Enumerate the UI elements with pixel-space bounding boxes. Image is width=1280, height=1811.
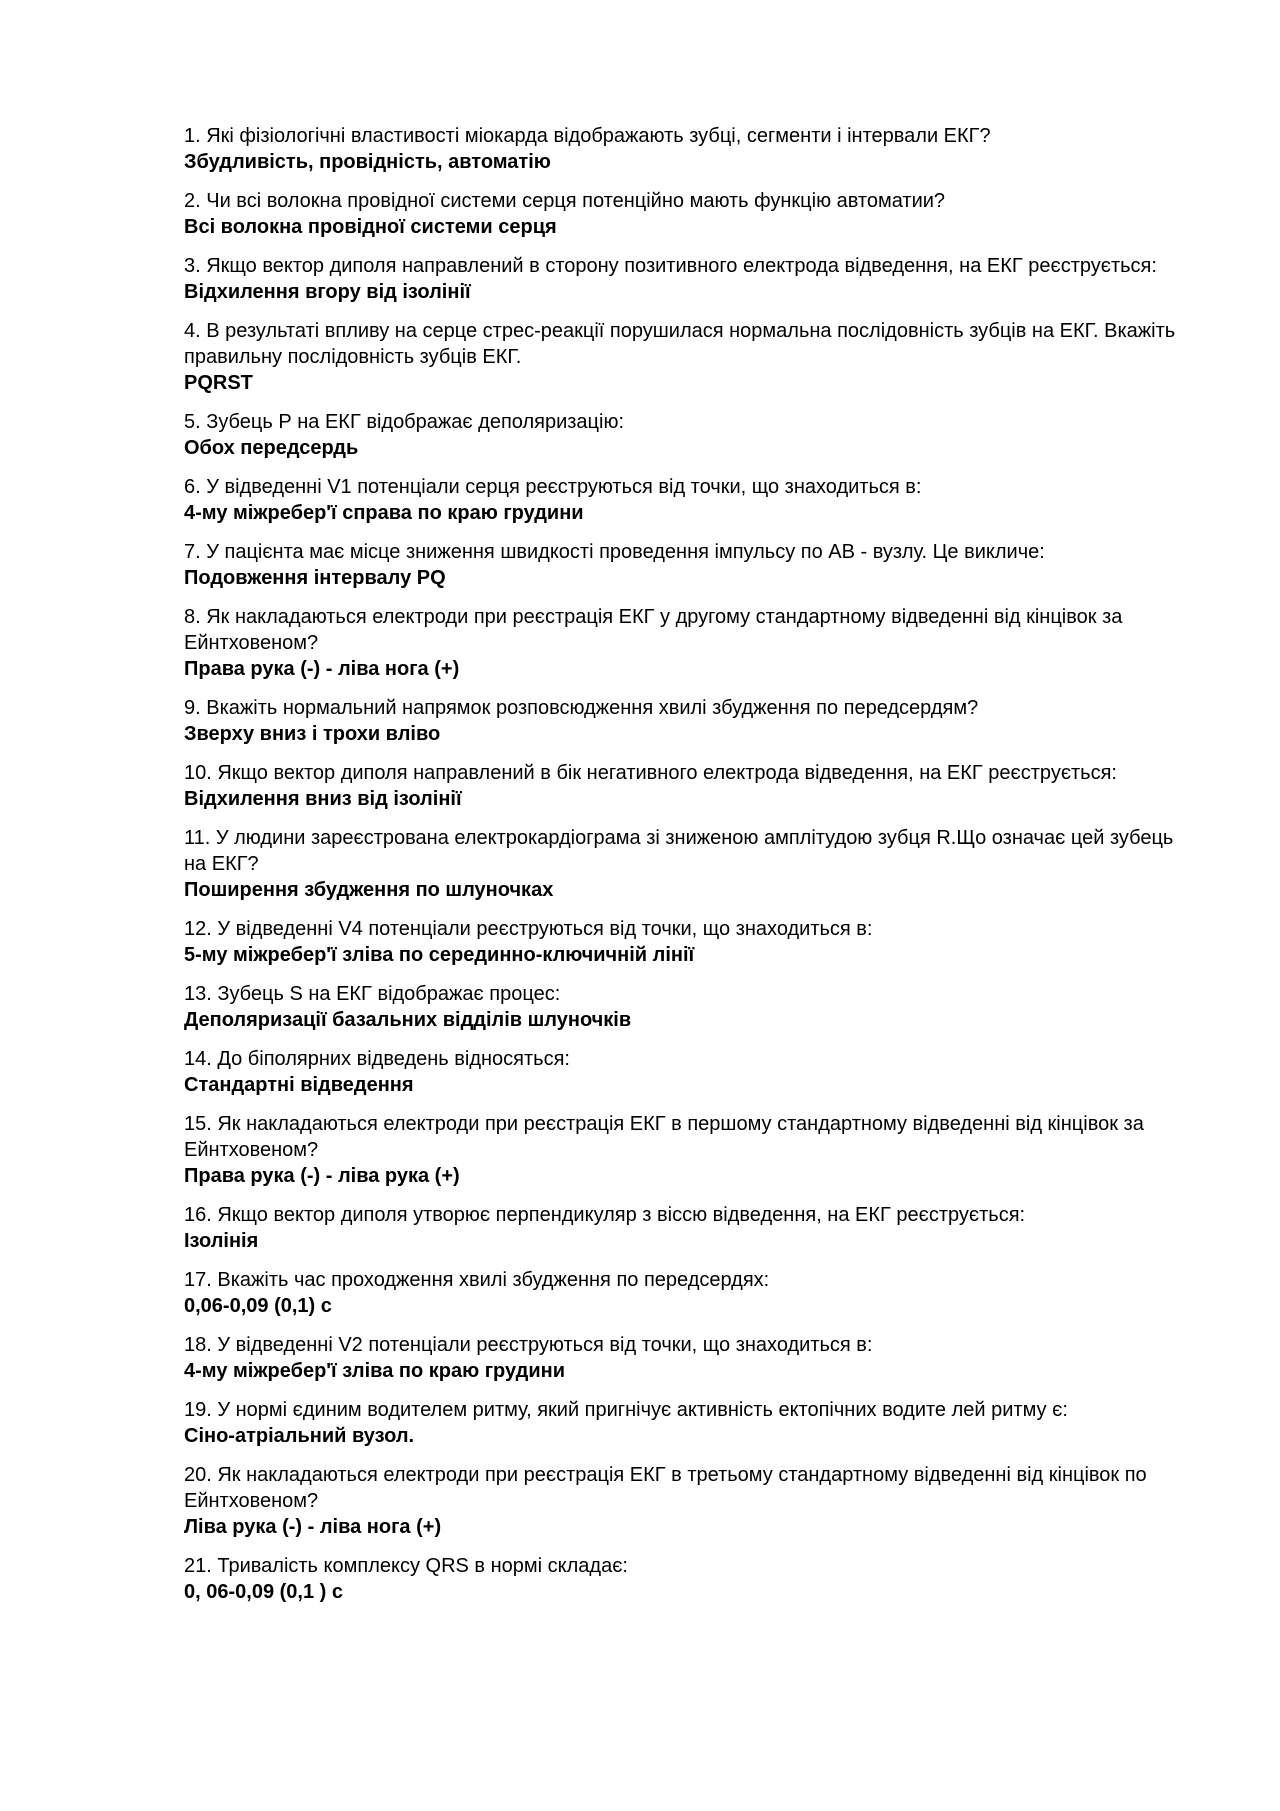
qa-item-7 (184, 539, 1190, 591)
answer-text: Деполяризації базальних відділів шлуночків (184, 1009, 632, 1031)
answer-text: Всі волокна провідної системи серця (184, 216, 557, 238)
answer-text: 4-му міжребер'ї справа по краю грудини (184, 502, 584, 524)
qa-item-11 (184, 825, 1190, 903)
question-text: 1. Які фізіологічні властивості міокарда відображають зубці, сегменти і інтервали ЕКГ? (184, 125, 991, 147)
qa-item-15 (184, 1111, 1190, 1189)
qa-item-1 (184, 123, 1190, 175)
answer-text: Стандартні відведення (184, 1074, 414, 1096)
answer-text: Зверху вниз і трохи вліво (184, 723, 441, 745)
answer-text: Поширення збудження по шлуночках (184, 879, 554, 901)
answer-text: 5-му міжребер'ї зліва по серединно-ключичній лінії (184, 944, 695, 966)
qa-item-14 (184, 1046, 1190, 1098)
answer-text: Обох передсердь (184, 437, 359, 459)
answer-text: Ліва рука (-) - ліва нога (+) (184, 1516, 442, 1538)
question-text: 8. Як накладаються електроди при реєстрація ЕКГ у другому стандартному відведенні від кінцівок за Ейнтховеном? (184, 606, 1123, 654)
question-text: 7. У пацієнта має місце зниження швидкості проведення імпульсу по АВ - вузлу. Це викличе: (184, 541, 1045, 563)
question-answer-list (184, 123, 1190, 1618)
qa-item-12 (184, 916, 1190, 968)
answer-text: Сіно-атріальний вузол. (184, 1425, 415, 1447)
qa-item-17 (184, 1267, 1190, 1319)
qa-item-20 (184, 1462, 1190, 1540)
question-text: 19. У нормі єдиним водителем ритму, який пригнічує активність ектопічних водите лей ритму є: (184, 1399, 1068, 1421)
answer-text: Права рука (-) - ліва нога (+) (184, 658, 460, 680)
qa-item-4 (184, 318, 1190, 396)
qa-item-13 (184, 981, 1190, 1033)
question-text: 9. Вкажіть нормальний напрямок розповсюдження хвилі збудження по передсердям? (184, 697, 979, 719)
answer-text: Подовження інтервалу PQ (184, 567, 446, 589)
qa-item-5 (184, 409, 1190, 461)
answer-text: 4-му міжребер'ї зліва по краю грудини (184, 1360, 565, 1382)
question-text: 21. Тривалість комплексу QRS в нормі складає: (184, 1555, 628, 1577)
question-text: 6. У відведенні V1 потенціали серця реєструються від точки, що знаходиться в: (184, 476, 922, 498)
answer-text: Права рука (-) - ліва рука (+) (184, 1165, 460, 1187)
question-text: 10. Якщо вектор диполя направлений в бік негативного електрода відведення, на ЕКГ реєструється: (184, 762, 1117, 784)
answer-text: 0, 06-0,09 (0,1 ) с (184, 1581, 343, 1603)
answer-text: 0,06-0,09 (0,1) с (184, 1295, 332, 1317)
question-text: 3. Якщо вектор диполя направлений в сторону позитивного електрода відведення, на ЕКГ реєструється: (184, 255, 1157, 277)
question-text: 12. У відведенні V4 потенціали реєструються від точки, що знаходиться в: (184, 918, 873, 940)
question-text: 11. У людини зареєстрована електрокардіограма зі зниженою амплітудою зубця R.Що означає цей зубець на ЕКГ? (184, 827, 1174, 875)
qa-item-2 (184, 188, 1190, 240)
answer-text: PQRST (184, 372, 253, 394)
answer-text: Ізолінія (184, 1230, 259, 1252)
qa-item-21 (184, 1553, 1190, 1605)
question-text: 17. Вкажіть час проходження хвилі збудження по передсердях: (184, 1269, 770, 1291)
qa-item-10 (184, 760, 1190, 812)
question-text: 18. У відведенні V2 потенціали реєструються від точки, що знаходиться в: (184, 1334, 873, 1356)
qa-item-19 (184, 1397, 1190, 1449)
question-text: 16. Якщо вектор диполя утворює перпендикуляр з віссю відведення, на ЕКГ реєструється: (184, 1204, 1026, 1226)
qa-item-16 (184, 1202, 1190, 1254)
question-text: 15. Як накладаються електроди при реєстрація ЕКГ в першому стандартному відведенні від кінцівок за Ейнтховеном? (184, 1113, 1144, 1161)
qa-item-18 (184, 1332, 1190, 1384)
qa-item-3 (184, 253, 1190, 305)
qa-item-6 (184, 474, 1190, 526)
qa-item-9 (184, 695, 1190, 747)
question-text: 5. Зубець Р на ЕКГ відображає деполяризацію: (184, 411, 624, 433)
question-text: 4. В результаті впливу на серце стрес-реакції порушилася нормальна послідовність зубців на ЕКГ. Вкажіть правильну послідовність зубців ЕКГ. (184, 320, 1176, 368)
question-text: 14. До біполярних відведень відносяться: (184, 1048, 570, 1070)
question-text: 20. Як накладаються електроди при реєстрація ЕКГ в третьому стандартному відведенні від кінцівок по Ейнтховеном? (184, 1464, 1147, 1512)
question-text: 2. Чи всі волокна провідної системи серця потенційно мають функцію автоматии? (184, 190, 946, 212)
answer-text: Відхилення вгору від ізолінії (184, 281, 471, 303)
answer-text: Збудливість, провідність, автоматію (184, 151, 551, 173)
answer-text: Відхилення вниз від ізолінії (184, 788, 462, 810)
qa-item-8 (184, 604, 1190, 682)
question-text: 13. Зубець S на ЕКГ відображає процес: (184, 983, 561, 1005)
